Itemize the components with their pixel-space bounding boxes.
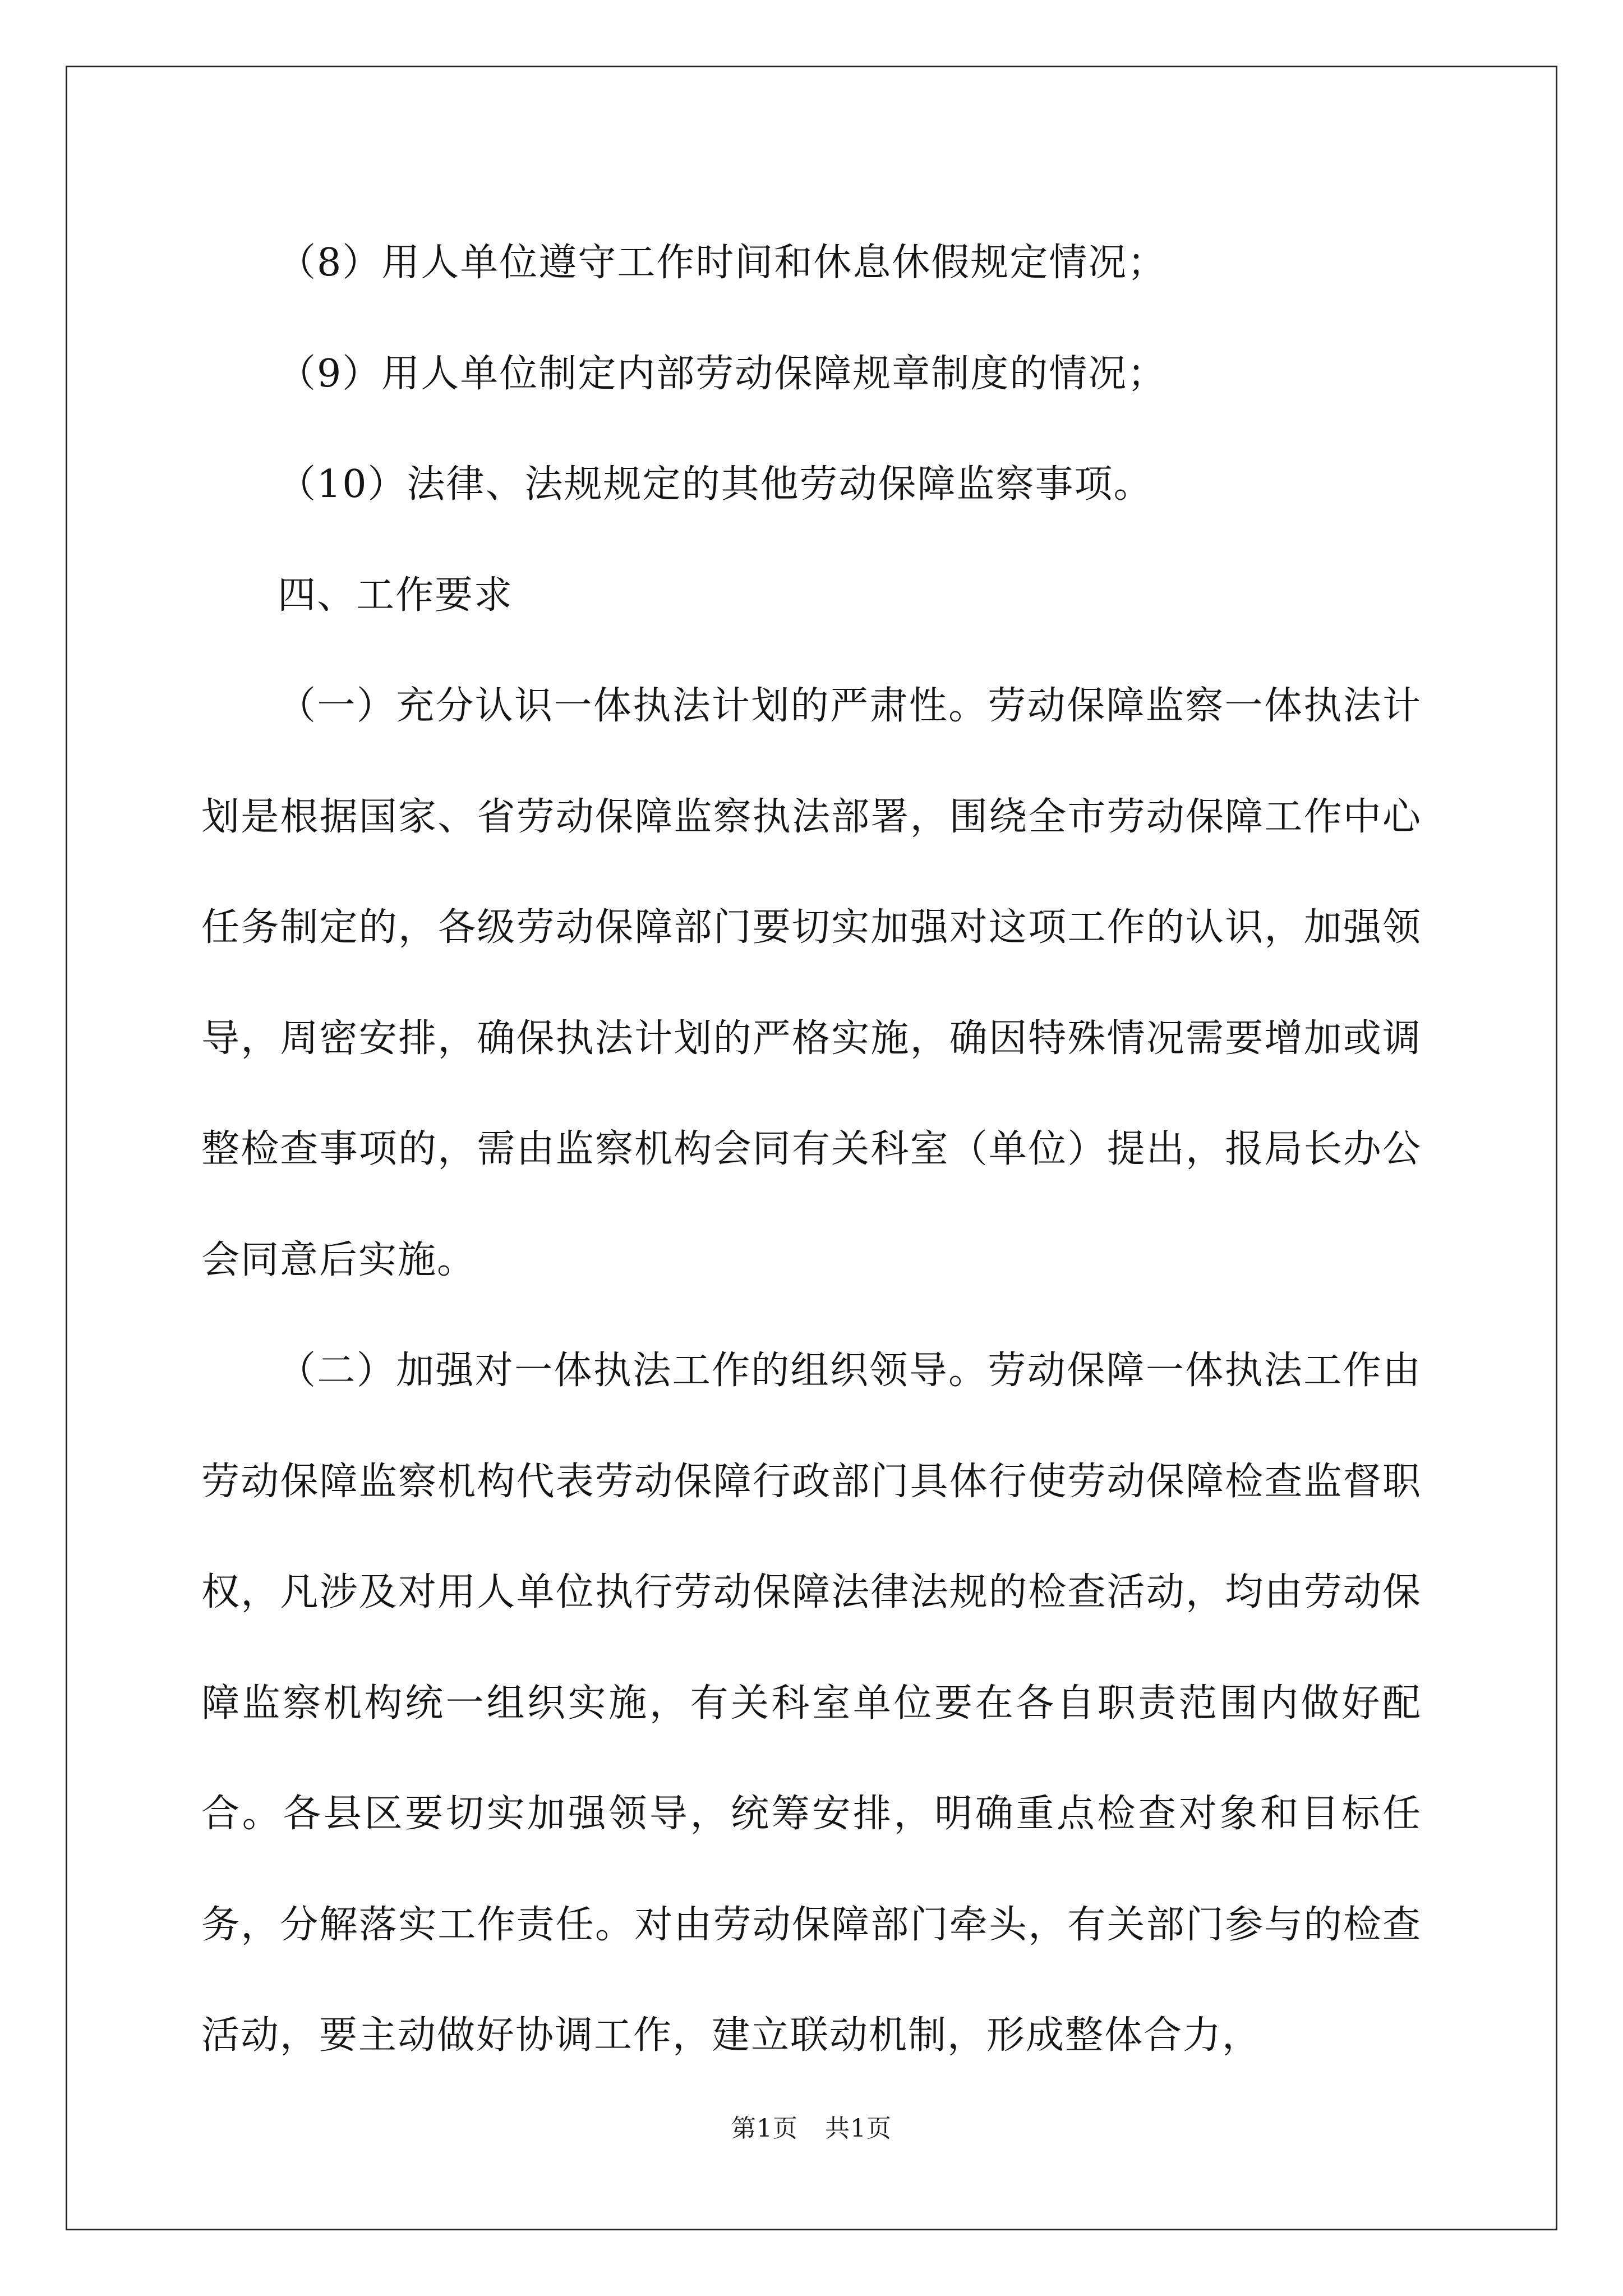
paragraph-item-9: （9）用人单位制定内部劳动保障规章制度的情况； (278, 351, 1167, 396)
page-number: 第1页 (731, 2114, 798, 2143)
paragraph-item-8: （8）用人单位遵守工作时间和休息休假规定情况； (278, 241, 1167, 285)
document-body (201, 208, 1422, 2091)
paragraph-requirement-1: （一）充分认识一体执法计划的严肃性。劳动保障监察一体执法计划是根据国家、省劳动保障监察执法部署，围绕全市劳动保障工作中心任务制定的，各级劳动保障部门要切实加强对这项工作的认识，加强领导，周密安排，确保执法计划的严格实施，确因特殊情况需要增加或调整检查事项的，需由监察机构会同有关科室（单位）提出，报局长办公会同意后实施。 (201, 684, 1422, 1282)
page-footer (0, 2108, 1623, 2144)
paragraph-requirement-2: （二）加强对一体执法工作的组织领导。劳动保障一体执法工作由劳动保障监察机构代表劳动保障行政部门具体行使劳动保障检查监督职权，凡涉及对用人单位执行劳动保障法律法规的检查活动，均由劳动保障监察机构统一组织实施，有关科室单位要在各自职责范围内做好配合。各县区要切实加强领导，统筹安排，明确重点检查对象和目标任务，分解落实工作责任。对由劳动保障部门牵头，有关部门参与的检查活动，要主动做好协调工作，建立联动机制，形成整体合力， (201, 1349, 1422, 2058)
section-heading: 四、工作要求 (278, 573, 514, 618)
paragraph-item-10: （10）法律、法规规定的其他劳动保障监察事项。 (278, 462, 1153, 507)
page-total: 共1页 (825, 2114, 892, 2143)
